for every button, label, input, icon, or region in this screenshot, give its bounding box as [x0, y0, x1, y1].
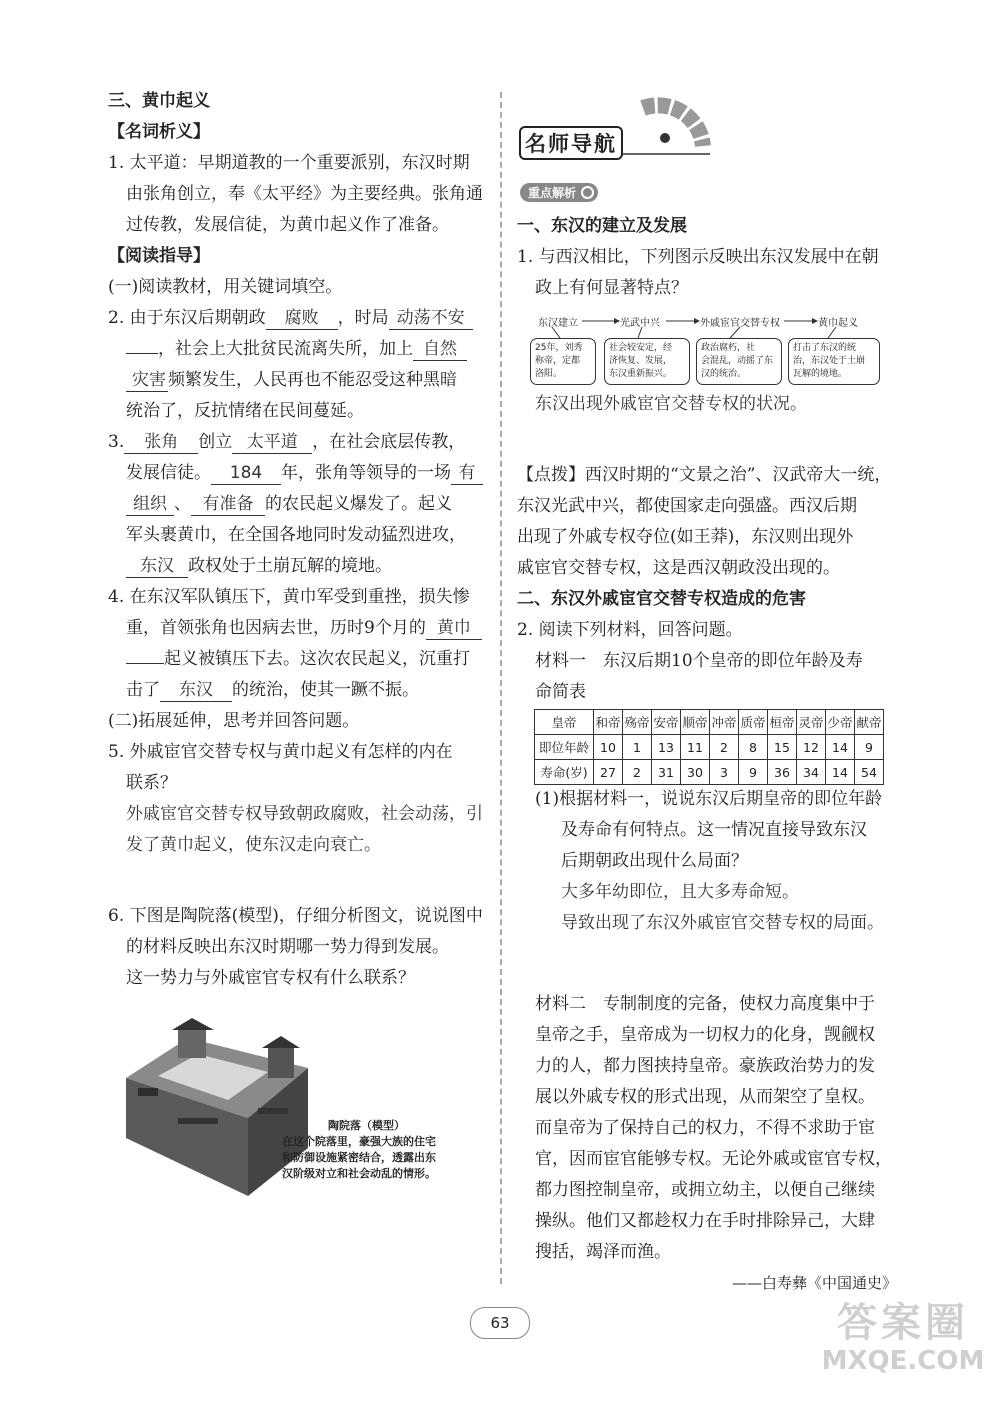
- q2-blank-2: 动荡不安: [389, 307, 473, 330]
- material1-line-1: 材料一 东汉后期10个皇帝的即位年龄及寿: [535, 651, 863, 671]
- q3-text: 年，张角等领导的一场: [281, 463, 451, 483]
- figure-title: 陶院落（模型）: [328, 1119, 405, 1132]
- table-cell: 少帝: [826, 710, 855, 735]
- watermark-top: 答案圈: [837, 1300, 969, 1346]
- flow-box-text: 称帝，定都: [535, 356, 581, 366]
- material2-line-9: 搜括，竭泽而渔。: [535, 1242, 671, 1262]
- tip-line-1: 【点拨】西汉时期的“文景之治”、汉武帝大一统，: [517, 465, 892, 485]
- table-cell: 11: [681, 735, 710, 760]
- q3-line-5: [108, 551, 488, 582]
- q3-text: 的农民起义爆发了。起义: [265, 494, 452, 514]
- table-cell: 8: [739, 735, 768, 760]
- q5-answer-1: 外戚宦官交替专权导致朝政腐败，社会动荡，引: [126, 804, 483, 824]
- material1-line-2: 命简表: [535, 682, 586, 702]
- table-cell: 冲帝: [710, 710, 739, 735]
- q4-text: 起义被镇压下去。这次农民起义，沉重打: [164, 649, 470, 669]
- q5-line-2: 联系？: [126, 773, 177, 793]
- flow-box-text: 社会较安定，经: [609, 343, 673, 353]
- left-column: [108, 86, 488, 994]
- table-cell: 质帝: [739, 710, 768, 735]
- q4-line-1: 4. 在东汉军队镇压下，黄巾军受到重挫，损失惨: [108, 587, 470, 607]
- flow-label-1: 东汉建立: [538, 318, 578, 329]
- flow-box-text: 打击了东汉的统: [793, 343, 857, 353]
- flow-box-text: 东汉重新振兴。: [609, 369, 673, 379]
- page-number: 63: [490, 1314, 510, 1332]
- q2-text: ，时局: [337, 308, 389, 328]
- q3-line-4: 军头裹黄巾，在全国各地同时发动猛烈进攻，: [126, 525, 466, 545]
- source-citation: ——白寿彝《中国通史》: [731, 1274, 897, 1292]
- table-header-row: [535, 710, 884, 735]
- table-cell: 14: [826, 760, 855, 785]
- table-cell: 献帝: [855, 710, 884, 735]
- badge-label: 重点解析: [528, 186, 577, 200]
- watermark-logo: [818, 1300, 988, 1376]
- table-cell: 14: [826, 735, 855, 760]
- table-row: [535, 760, 884, 785]
- q2-1-line-3: 后期朝政出现什么局面？: [561, 851, 748, 871]
- material2-line-2: 皇帝之手，皇帝成为一切权力的化身，觊觎权: [535, 1025, 875, 1045]
- flow-label-4: 黄巾起义: [818, 318, 858, 329]
- material2-line-4: 展以外戚专权的形式出现，从而架空了皇权。: [535, 1087, 875, 1107]
- term-line-1: 1. 太平道：早期道教的一个重要派别，东汉时期: [108, 153, 470, 173]
- page-number-badge: [470, 1307, 530, 1339]
- q2-blank-4: 灾害: [126, 369, 168, 392]
- material2-line-1: 材料二 专制制度的完备，使权力高度集中于: [535, 994, 875, 1014]
- q2-line-2: [108, 334, 488, 365]
- q3-text: 、: [174, 494, 191, 514]
- flow-box-3: [696, 338, 782, 385]
- material2-line-6: 官，因而宦官能够专权。无论外戚或宦官专权，: [535, 1149, 892, 1169]
- term-line-2: 由张角创立，奉《太平经》为主要经典。张角通: [126, 184, 483, 204]
- table-cell: 54: [855, 760, 884, 785]
- q6-line-2: 的材料反映出东汉时期哪一势力得到发展。: [126, 937, 449, 957]
- q3-line-3: [108, 489, 488, 520]
- reading-header: 【阅读指导】: [108, 246, 210, 266]
- q2-intro: 2. 阅读下列材料，回答问题。: [517, 620, 743, 640]
- q4-line-4: [108, 675, 488, 706]
- table-cell: 27: [594, 760, 623, 785]
- banner-title: 名师导航: [519, 126, 623, 160]
- table-cell: 31: [652, 760, 681, 785]
- flow-box-2: [604, 338, 690, 385]
- q3-blank-5: 组织: [126, 493, 174, 516]
- material2-line-5: 而皇帝为了保持自己的权力，不得不求助于宦: [535, 1118, 875, 1138]
- part2-instruction: (二)拓展延伸，思考并回答问题。: [108, 711, 360, 731]
- right-column-top: [517, 211, 897, 304]
- material2-line-8: 操纵。他们又都趁权力在手时排除异己，大肆: [535, 1211, 875, 1231]
- magnifier-icon: [581, 186, 594, 199]
- q3-blank-1: 张角: [124, 431, 198, 454]
- table-cell: 顺帝: [681, 710, 710, 735]
- section1-title: 一、东汉的建立及发展: [517, 216, 687, 236]
- table-cell: 安帝: [652, 710, 681, 735]
- figure-caption: [282, 1118, 472, 1182]
- q3-text: 3.: [108, 432, 125, 452]
- q3-blank-3: 184: [211, 462, 281, 485]
- q4-text: 重，首领张角也因病去世，历时9个月的: [126, 618, 426, 638]
- figure-caption-line-2: 和防御设施紧密结合，透露出东: [282, 1151, 436, 1164]
- material2-line-7: 都力图控制皇帝，或拥立幼主，以便自己继续: [535, 1180, 875, 1200]
- watermark-bottom: MXQE.COM: [821, 1346, 985, 1376]
- key-analysis-badge: [520, 183, 598, 202]
- q3-text: 创立: [198, 432, 233, 452]
- q2-line-4: 统治了，反抗情绪在民间蔓延。: [126, 401, 364, 421]
- q5-answer-2: 发了黄巾起义，使东汉走向衰亡。: [126, 835, 381, 855]
- q3-blank-6: 有准备: [191, 493, 265, 516]
- teacher-guide-banner: [515, 96, 715, 166]
- q2-line-3: [108, 365, 488, 396]
- q5-line-1: 5. 外戚宦官交替专权与黄巾起义有怎样的内在: [108, 742, 453, 762]
- figure-caption-line-3: 汉阶级对立和社会动乱的情形。: [282, 1167, 436, 1180]
- material2-line-3: 力的人，都力图挟持皇帝。豪族政治势力的发: [535, 1056, 875, 1076]
- flow-label-3: 外戚宦官交替专权: [700, 318, 780, 329]
- table-cell: 13: [652, 735, 681, 760]
- term-line-3: 过传教，发展信徒，为黄巾起义作了准备。: [126, 215, 449, 235]
- q4-line-3: [108, 644, 488, 675]
- q1-line-1: 1. 与西汉相比，下列图示反映出东汉发展中在朝: [517, 247, 879, 267]
- tip-line-3: 出现了外戚专权夺位(如王莽)，东汉则出现外: [517, 527, 854, 547]
- table-cell: 9: [855, 735, 884, 760]
- table-cell: 9: [739, 760, 768, 785]
- table-cell: 36: [768, 760, 797, 785]
- q2-1-line-1: (1)根据材料一，说说东汉后期皇帝的即位年龄: [535, 789, 883, 809]
- q3-blank-4: 有: [451, 462, 483, 485]
- q4-text: 的统治，使其一蹶不振。: [232, 680, 419, 700]
- q6-line-1: 6. 下图是陶院落(模型)，仔细分析图文，说说图中: [108, 906, 483, 926]
- section2-title: 二、东汉外戚宦官交替专权造成的危害: [517, 589, 806, 609]
- q3-blank-7: 东汉: [126, 555, 188, 578]
- table-cell: 桓帝: [768, 710, 797, 735]
- q4-line-2: [108, 613, 488, 644]
- flow-box-text: 洛阳。: [535, 369, 563, 379]
- q3-line-2: [108, 458, 488, 489]
- column-divider: [500, 92, 502, 1284]
- q3-text: 政权处于土崩瓦解的境地。: [188, 556, 392, 576]
- flow-box-text: 汉的统治。: [701, 369, 747, 379]
- q2-1-answer-1: 大多年幼即位，且大多寿命短。: [561, 882, 799, 902]
- q4-text: 击了: [126, 680, 160, 700]
- table-cell: 12: [797, 735, 826, 760]
- q2-line-1: [108, 303, 488, 334]
- flow-box-4: [788, 338, 880, 385]
- table-cell: 和帝: [594, 710, 623, 735]
- q2-1-answer-2: 导致出现了东汉外戚宦官交替专权的局面。: [561, 913, 884, 933]
- q3-text: ，在社会底层传教，: [312, 432, 466, 452]
- part1-instruction: (一)阅读教材，用关键词填空。: [108, 277, 343, 297]
- table-cell: 3: [710, 760, 739, 785]
- table-row: [535, 735, 884, 760]
- table-cell: 灵帝: [797, 710, 826, 735]
- tip-line-2: 东汉光武中兴，都使国家走向强盛。西汉后期: [517, 496, 857, 516]
- q2-blank-3: 自然: [413, 338, 467, 361]
- emperor-table: [534, 709, 884, 785]
- figure-caption-line-1: 在这个院落里，豪强大族的住宅: [282, 1135, 436, 1148]
- table-cell: 30: [681, 760, 710, 785]
- q4-blank-2: 东汉: [160, 679, 232, 702]
- q2-text: 频繁发生，人民再也不能忍受这种黑暗: [168, 370, 457, 390]
- q3-text: 发展信徒。: [126, 463, 211, 483]
- right-column-mid: [517, 389, 897, 708]
- table-cell: 15: [768, 735, 797, 760]
- flow-box-text: 政治腐朽，社: [701, 343, 756, 353]
- table-cell: 皇帝: [535, 710, 594, 735]
- table-cell: 即位年龄: [535, 735, 594, 760]
- table-cell: 2: [623, 760, 652, 785]
- q1-line-2: 政上有何显著特点？: [535, 278, 688, 298]
- flow-box-text: 瓦解的境地。: [793, 369, 848, 379]
- q2-1-line-2: 及寿命有何特点。这一情况直接导致东汉: [561, 820, 867, 840]
- table-cell: 2: [710, 735, 739, 760]
- table-cell: 10: [594, 735, 623, 760]
- flow-label-2: 光武中兴: [620, 318, 660, 329]
- q3-blank-2: 太平道: [232, 431, 312, 454]
- flow-box-1: [530, 338, 596, 385]
- q2-text: ，社会上大批贫民流离失所，加上: [158, 339, 413, 359]
- section-title: 三、黄巾起义: [108, 91, 210, 111]
- table-cell: 1: [623, 735, 652, 760]
- flow-box-text: 治，东汉处于土崩: [793, 356, 866, 366]
- q1-answer: 东汉出现外戚宦官交替专权的状况。: [535, 394, 807, 414]
- table-cell: 34: [797, 760, 826, 785]
- table-cell: 殇帝: [623, 710, 652, 735]
- q2-blank-1: 腐败: [266, 307, 338, 330]
- table-cell: 寿命(岁): [535, 760, 594, 785]
- tip-line-4: 戚宦官交替专权，这是西汉朝政没出现的。: [517, 558, 840, 578]
- q6-line-3: 这一势力与外戚宦官专权有什么联系？: [126, 968, 415, 988]
- q2-text: 2. 由于东汉后期朝政: [108, 308, 266, 328]
- q3-line-1: [108, 427, 488, 458]
- q4-blank-1: 黄巾: [426, 617, 482, 640]
- flow-box-text: 会混乱，动摇了东: [701, 356, 774, 366]
- flow-diagram: [530, 312, 890, 392]
- right-column-bottom: [517, 784, 897, 1299]
- flow-box-text: 济恢复、发展，: [609, 356, 673, 366]
- flow-box-text: 25年，刘秀: [535, 343, 583, 353]
- term-header: 【名词析义】: [108, 122, 210, 142]
